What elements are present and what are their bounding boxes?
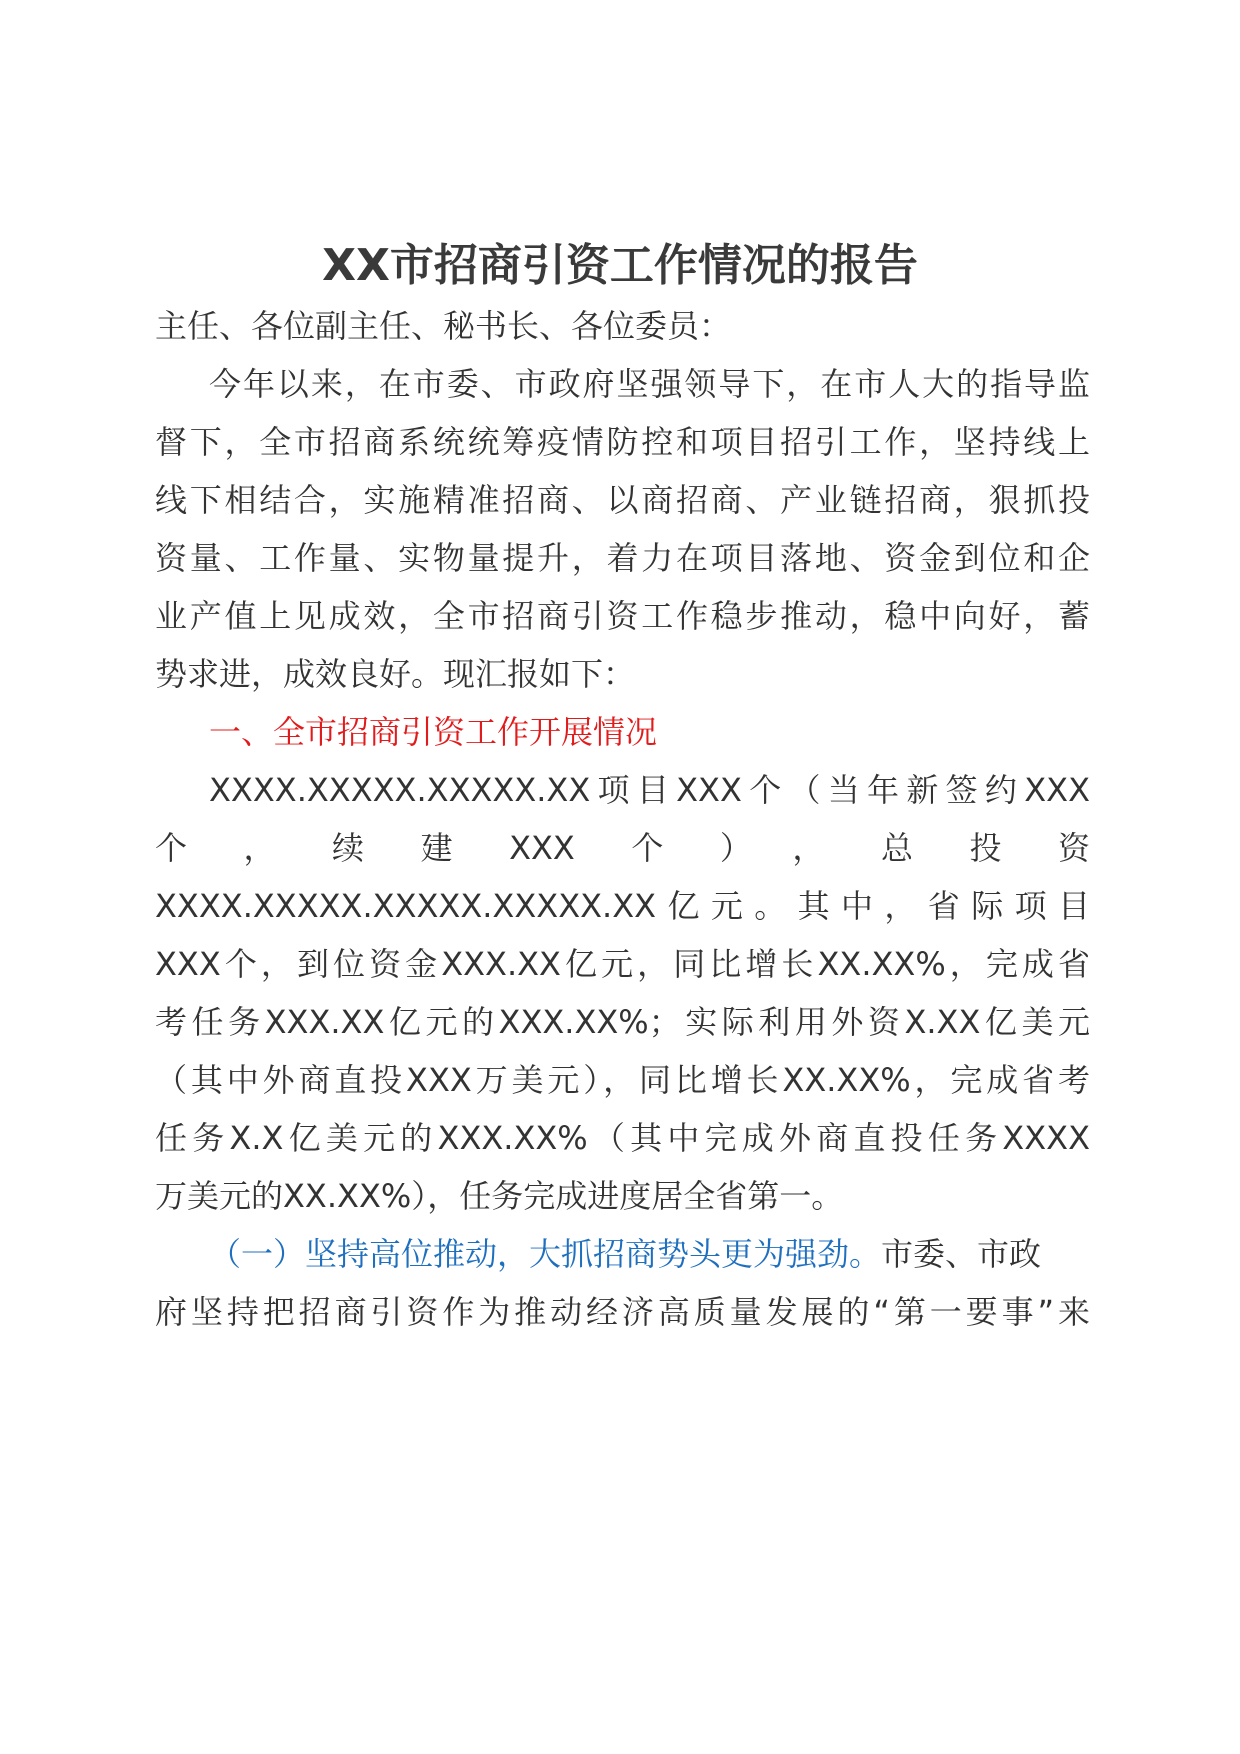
subsection-heading: （一）坚持高位推动，大抓招商势头更为强劲。: [209, 1235, 882, 1273]
subsection-text-line: 府坚持把招商引资作为推动经济高质量发展的“第一要事”来: [155, 1293, 1090, 1331]
intro-line: 督下，全市招商系统统筹疫情防控和项目招引工作，坚持线上: [155, 423, 1090, 461]
intro-line: 业产值上见成效，全市招商引资工作稳步推动，稳中向好，蓄: [155, 597, 1090, 635]
section-text-line: 个，续建XXX个），总投资: [155, 829, 1090, 867]
document-title: XX市招商引资工作情况的报告: [322, 240, 918, 291]
subsection-text: 市委、市政: [881, 1235, 1042, 1273]
section-text-line: 任务X.X亿美元的XXX.XX%（其中完成外商直投任务XXXX: [155, 1119, 1090, 1157]
section-text-line: 考任务XXX.XX亿元的XXX.XX%；实际利用外资X.XX亿美元: [155, 1003, 1090, 1041]
subsection-line: [209, 1222, 1090, 1286]
section-text-line: XXX个，到位资金XXX.XX亿元，同比增长XX.XX%，完成省: [155, 945, 1090, 983]
intro-line: 线下相结合，实施精准招商、以商招商、产业链招商，狠抓投: [155, 481, 1090, 519]
salutation: 主任、各位副主任、秘书长、各位委员：: [155, 307, 732, 345]
section-text-line: （其中外商直投XXX万美元），同比增长XX.XX%，完成省考: [155, 1061, 1090, 1099]
section-text-line: XXXX.XXXXX.XXXXX.XXXXX.XX亿元。其中，省际项目: [155, 887, 1090, 925]
intro-line: 今年以来，在市委、市政府坚强领导下，在市人大的指导监: [209, 365, 1090, 403]
section-text-line: XXXX.XXXXX.XXXXX.XX项目XXX个（当年新签约XXX: [209, 771, 1090, 809]
section-heading: 一、全市招商引资工作开展情况: [209, 713, 658, 751]
section-text-line: 万美元的XX.XX%），任务完成进度居全省第一。: [155, 1177, 844, 1215]
intro-line: 资量、工作量、实物量提升，着力在项目落地、资金到位和企: [155, 539, 1090, 577]
intro-line: 势求进，成效良好。现汇报如下：: [155, 655, 636, 693]
